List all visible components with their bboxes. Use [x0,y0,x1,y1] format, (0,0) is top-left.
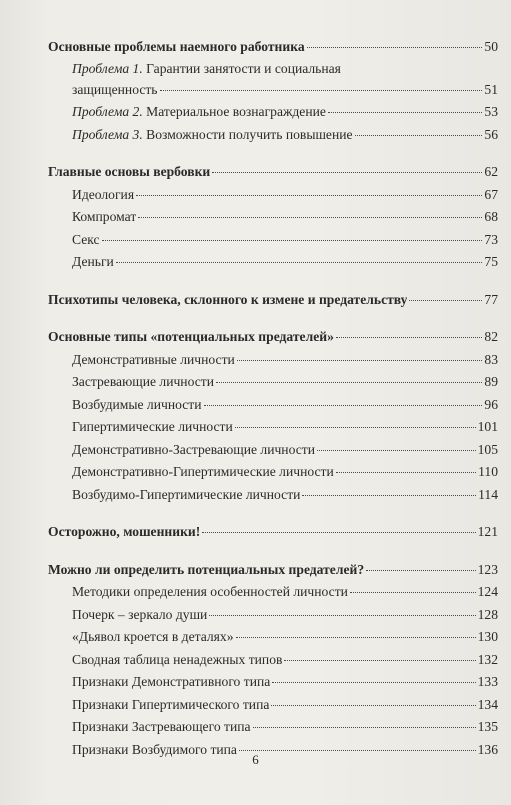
entry-text: Возбудимо-Гипертимические личности [72,486,301,502]
entry-page: 75 [484,254,498,269]
leader-dots [136,195,482,196]
entry-text: Возбудимые личности [72,396,202,412]
toc-entry [48,229,498,252]
leader-dots [307,47,483,48]
leader-dots [317,450,476,451]
entry-title: защищенность [72,81,158,97]
entry-title [72,124,353,147]
section-gap [48,544,498,559]
entry-page: 67 [484,186,498,202]
entry-page: 124 [477,584,498,599]
leader-dots [336,472,476,473]
toc-section-heading [48,326,498,349]
toc-section-heading [48,36,498,59]
entry-title [72,229,100,252]
entry-text: «Дьявол кроется в деталях» [72,629,234,644]
leader-dots [239,750,476,751]
entry-page: 135 [477,719,498,734]
leader-dots [216,382,482,383]
leader-dots [271,705,475,706]
entry-page: 53 [484,104,498,119]
entry-page: 50 [484,39,498,54]
entry-page: 51 [484,81,498,97]
entry-title [72,394,202,417]
leader-dots [355,135,483,136]
leader-dots [160,90,483,91]
entry-title [48,161,210,184]
toc-entry [48,101,498,124]
entry-title [72,349,235,372]
entry-page: 56 [484,126,498,142]
toc-entry [48,581,498,604]
leader-dots [235,427,476,428]
entry-page: 96 [484,396,498,412]
leader-dots [236,637,476,638]
leader-dots [366,570,475,571]
entry-page: 105 [477,441,498,457]
entry-text: Почерк – зеркало души [72,606,208,622]
entry-title [48,289,407,312]
entry-text: Демонстративно-Гипертимические личности [72,464,334,479]
entry-page: 134 [477,696,498,712]
entry-page: 130 [477,629,498,644]
entry-page: 114 [478,486,498,502]
entry-title [72,694,269,717]
entry-text: Можно ли определить потенциальных предателей? [48,561,365,577]
entry-page: 83 [484,351,498,367]
entry-page: 123 [477,561,498,577]
entry-page: 128 [477,606,498,622]
leader-dots [409,300,482,301]
leader-dots [116,262,483,263]
entry-title [72,581,348,604]
section-gap [48,274,498,289]
toc-entry [48,349,498,372]
entry-title [72,251,114,274]
entry-text: Материальное вознаграждение [142,104,326,119]
entry-page: 121 [477,524,498,539]
toc-entry [48,371,498,394]
leader-dots [336,337,483,338]
entry-text: Основные типы «потенциальных предателей» [48,329,334,344]
entry-text: Гипертимические личности [72,419,233,434]
entry-text: Демонстративно-Застревающие личности [72,441,315,457]
leader-dots [272,682,475,683]
entry-text: Деньги [72,254,114,269]
leader-dots [328,112,482,113]
entry-title [72,626,234,649]
toc-entry-line [48,59,498,79]
toc-entry [48,716,498,739]
entry-title [72,184,134,207]
entry-title: Гарантии занятости и социальная [142,60,341,76]
toc-section-heading [48,559,498,582]
entry-text: Секс [72,231,100,247]
entry-title [72,416,233,439]
entry-page: 133 [477,674,498,689]
entry-page: 73 [484,231,498,247]
section-gap [48,506,498,521]
entry-title [72,461,334,484]
entry-title [72,206,136,229]
section-gap [48,146,498,161]
entry-title [48,559,364,582]
leader-dots [284,660,475,661]
toc-entry-line [48,79,498,102]
leader-dots [202,532,475,533]
entry-text: Признаки Застревающего типа [72,719,251,734]
entry-text: Признаки Возбудимого типа [72,741,237,757]
toc-entry [48,184,498,207]
toc-entry [48,484,498,507]
entry-title [72,671,270,694]
entry-text: Компромат [72,209,137,224]
entry-title [72,604,207,627]
toc-entry [48,416,498,439]
entry-page: 68 [484,209,498,224]
toc-entry [48,649,498,672]
toc-entry [48,626,498,649]
toc-entry [48,671,498,694]
entry-text: Психотипы человека, склонного к измене и предательству [48,291,408,307]
toc-section-heading [48,289,498,312]
leader-dots [138,217,482,218]
entry-page: 62 [484,164,498,179]
toc-entry [48,251,498,274]
entry-text: Застревающие личности [72,374,214,389]
toc-entry [48,206,498,229]
entry-prefix: Проблема 2. [72,104,143,119]
entry-title [48,36,305,59]
entry-text: Сводная таблица ненадежных типов [72,651,283,667]
entry-prefix: Проблема 3. [72,126,143,142]
entry-title [48,521,200,544]
entry-page: 77 [484,291,498,307]
entry-title [72,439,315,462]
toc-entry [48,461,498,484]
toc-entry [48,694,498,717]
entry-text: Главные основы вербовки [48,164,211,179]
entry-text: Основные проблемы наемного работника [48,39,305,54]
entry-text: Признаки Гипертимического типа [72,696,270,712]
entry-page: 101 [477,419,498,434]
toc-section-heading [48,161,498,184]
toc-entry [48,604,498,627]
leader-dots [102,240,483,241]
entry-text: Идеология [72,186,135,202]
entry-page: 82 [484,329,498,344]
entry-title [72,649,282,672]
entry-title [72,716,251,739]
entry-page: 132 [477,651,498,667]
entry-title [48,326,334,349]
entry-text: Осторожно, мошенники! [48,524,201,539]
toc-entry [48,124,498,147]
entry-prefix: Проблема 1. [72,60,143,76]
page-number: 6 [252,752,259,767]
toc-entry [48,439,498,462]
leader-dots [204,405,483,406]
entry-text: Методики определения особенностей личности [72,584,348,599]
toc-entry [48,394,498,417]
toc-entry [48,59,498,102]
table-of-contents [48,36,498,761]
entry-title [72,371,214,394]
leader-dots [212,172,482,173]
toc-section-heading [48,521,498,544]
section-gap [48,311,498,326]
entry-text: Демонстративные личности [72,351,235,367]
entry-title [72,484,300,507]
leader-dots [209,615,475,616]
leader-dots [350,592,476,593]
entry-text: Признаки Демонстративного типа [72,674,271,689]
leader-dots [237,360,483,361]
entry-text: Возможности получить повышение [142,126,353,142]
entry-page: 89 [484,374,498,389]
leader-dots [253,727,476,728]
entry-title [72,101,326,124]
entry-page: 110 [478,464,498,479]
entry-page: 136 [477,741,498,757]
leader-dots [302,495,476,496]
